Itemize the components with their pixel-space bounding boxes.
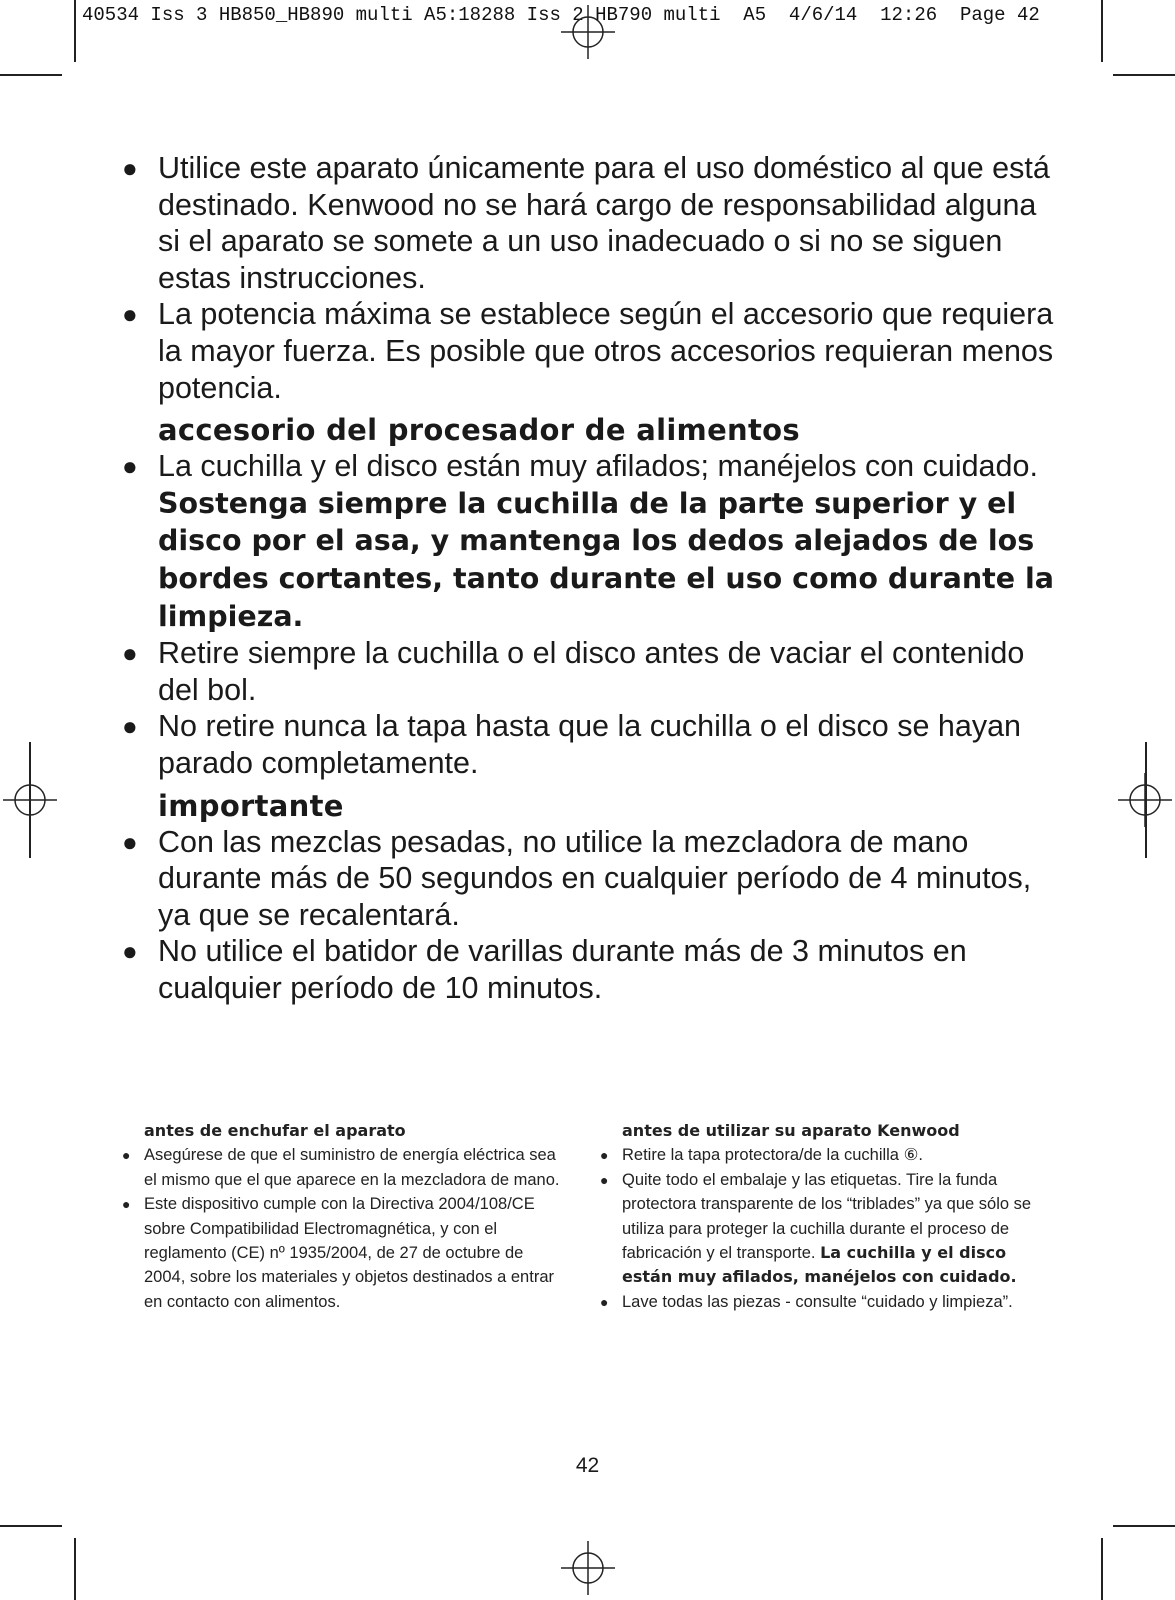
list-item: ● Retire la tapa protectora/de la cuchilla ⑥. bbox=[598, 1143, 1038, 1167]
crop-mark bbox=[1113, 74, 1175, 76]
list-item: ● Lave todas las piezas - consulte “cuidado y limpieza”. bbox=[598, 1290, 1038, 1314]
section-heading: antes de utilizar su aparato Kenwood bbox=[622, 1121, 960, 1140]
bullet-icon: ● bbox=[122, 451, 138, 482]
crop-mark bbox=[0, 74, 62, 76]
bullet-icon: ● bbox=[122, 936, 138, 967]
list-item: ● Este dispositivo cumple con la Directiva 2004/108/CE sobre Compatibilidad Electromagnética, y con el reglamento (CE) nº 1935/2004, de 27 de octubre de 2004, sobre los materiales y objetos destinados a entrar en contacto con alimentos. bbox=[120, 1192, 560, 1314]
crop-mark bbox=[0, 1525, 62, 1527]
crop-mark bbox=[1101, 0, 1103, 62]
blade-warning: Sostenga siempre la cuchilla de la parte superior y el disco por el asa, y mantenga los dedos alejados de los bordes cortantes, tanto durante el uso como durante la limpieza. bbox=[158, 486, 1054, 633]
print-slug: 40534 Iss 3 HB850_HB890 multi A5:18288 Iss 2 HB790 multi A5 4/6/14 12:26 Page 42 bbox=[82, 4, 1040, 26]
bullet-icon: ● bbox=[600, 1147, 609, 1164]
before-plugging-section bbox=[120, 1119, 560, 1314]
page-number: 42 bbox=[575, 1454, 600, 1477]
section-heading-important: importante bbox=[158, 788, 344, 823]
bullet-icon: ● bbox=[600, 1293, 609, 1310]
bullet-icon: ● bbox=[122, 299, 138, 330]
crop-mark bbox=[1113, 1525, 1175, 1527]
registration-mark-icon bbox=[561, 1541, 615, 1595]
before-using-section bbox=[598, 1119, 1038, 1314]
registration-mark-icon bbox=[1118, 773, 1172, 827]
bullet-icon: ● bbox=[122, 638, 138, 669]
crop-mark bbox=[74, 1538, 76, 1600]
crop-mark bbox=[74, 0, 76, 62]
bullet-icon: ● bbox=[122, 153, 138, 183]
list-item: ● La potencia máxima se establece según el accesorio que requiera la mayor fuerza. Es posible que otros accesorios requieran menos potencia. bbox=[122, 297, 1054, 405]
bullet-icon: ● bbox=[122, 1196, 131, 1213]
bullet-icon: ● bbox=[122, 826, 138, 857]
list-item: ● Retire siempre la cuchilla o el disco antes de vaciar el contenido del bol. bbox=[122, 636, 1025, 707]
bullet-icon: ● bbox=[600, 1171, 609, 1188]
main-safety-list bbox=[120, 150, 1060, 1006]
blade-warning: La cuchilla y el disco están muy afilados, manéjelos con cuidado. bbox=[622, 1243, 1017, 1287]
list-item: ● Con las mezclas pesadas, no utilice la mezcladora de mano durante más de 50 segundos en cualquier período de 4 minutos, ya que se recalentará. bbox=[122, 824, 1032, 932]
bullet-icon: ● bbox=[122, 711, 138, 742]
list-item: ● Asegúrese de que el suministro de energía eléctrica sea el mismo que el que aparece en la mezcladora de mano. bbox=[120, 1143, 560, 1192]
registration-mark-icon bbox=[3, 773, 57, 827]
section-heading: antes de enchufar el aparato bbox=[144, 1121, 406, 1140]
list-item: ● No retire nunca la tapa hasta que la cuchilla o el disco se hayan parado completamente. bbox=[122, 709, 1022, 780]
registration-mark-icon bbox=[561, 5, 615, 59]
crop-mark bbox=[1101, 1538, 1103, 1600]
list-item: ● No utilice el batidor de varillas durante más de 3 minutos en cualquier período de 10 minutos. bbox=[122, 934, 967, 1005]
bullet-icon: ● bbox=[122, 1147, 131, 1164]
section-heading-food-processor: accesorio del procesador de alimentos bbox=[158, 413, 800, 448]
list-item: ● La cuchilla y el disco están muy afilados; manéjelos con cuidado. Sostenga siempre la cuchilla de la parte superior y el disco por el asa, y mantenga los dedos alejados de los bordes cortantes, tanto durante el uso como durante la limpieza. bbox=[122, 449, 1054, 633]
list-item: ● Utilice este aparato únicamente para el uso doméstico al que está destinado. Kenwood no se hará cargo de responsabilidad alguna si el aparato se somete a un uso inadecuado o si no se siguen estas instrucciones. bbox=[122, 151, 1050, 295]
list-item: ● Quite todo el embalaje y las etiquetas. Tire la funda protectora transparente de los “triblades” ya que sólo se utiliza para proteger la cuchilla durante el proceso de fabricación y el transporte. La cuchilla y el disco están muy afilados, manéjelos con cuidado. bbox=[598, 1168, 1038, 1290]
